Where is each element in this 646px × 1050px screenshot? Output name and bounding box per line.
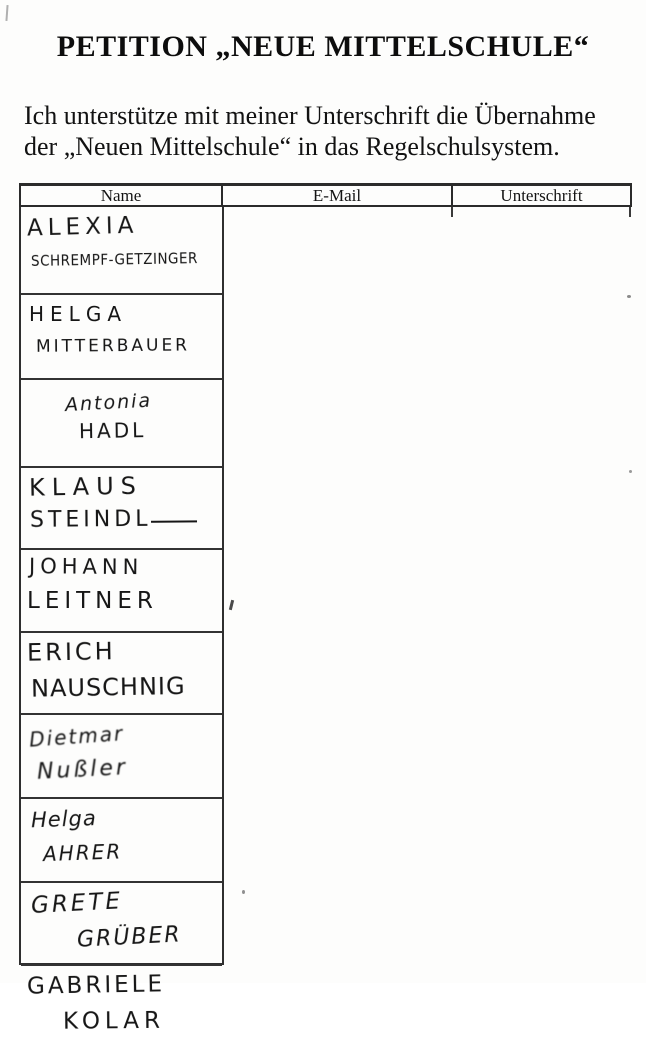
scan-artifact (242, 890, 245, 894)
signer-first-name: Dietmar (28, 721, 125, 752)
signer-first-name: GRETE (30, 888, 124, 919)
signer-first-name: GABRIELE (26, 971, 166, 1000)
table-row (21, 807, 222, 883)
table-row (21, 554, 222, 633)
table-row (21, 723, 222, 799)
table-row (21, 471, 222, 550)
page-title: PETITION „NEUE MITTELSCHULE“ (56, 30, 590, 63)
scan-artifact (5, 5, 8, 21)
signer-last-name: SCHREMPF-GETZINGER (30, 249, 199, 271)
signer-first-name: ALEXIA (26, 212, 139, 242)
signer-last-name: GRÜBER (76, 922, 183, 953)
signer-first-name: Helga (30, 806, 98, 833)
column-header-unterschrift: Unterschrift (500, 185, 583, 205)
pen-flourish-mark (229, 600, 234, 610)
signer-last-name: STEINDL (30, 508, 222, 532)
signer-last-name: KOLAR (62, 1007, 166, 1035)
table-row (21, 212, 222, 295)
signer-first-name: HELGA (29, 302, 127, 326)
signer-first-name: JOHANN (28, 554, 144, 580)
table-row (21, 389, 222, 468)
table-header-row (19, 183, 632, 207)
signer-first-name: KLAUS (28, 471, 144, 502)
table-row (21, 304, 222, 380)
header-divider-stub (451, 207, 453, 217)
header-right-edge-stub (629, 207, 631, 217)
signer-last-name: NAUSCHNIG (30, 671, 186, 703)
column-header-email: E-Mail (223, 186, 453, 205)
signer-last-name: HADL (78, 418, 147, 444)
table-row (21, 639, 222, 715)
column-header-name: Name (21, 186, 223, 205)
scan-artifact (627, 295, 631, 298)
signer-last-name: AHRER (42, 839, 123, 867)
petition-statement: Ich unterstütze mit meiner Unterschrift die Übernahme der „Neuen Mittelschule“ in das Regelschulsystem. (24, 101, 596, 161)
table-row (21, 890, 222, 966)
signer-last-name: LEITNER (27, 588, 158, 614)
scan-artifact (629, 470, 632, 473)
signer-first-name: ERICH (26, 637, 116, 667)
name-column (19, 207, 224, 1035)
signer-last-name: Nußler (36, 755, 129, 785)
signer-first-name: Antonia (64, 389, 153, 417)
table-row (21, 971, 222, 1050)
signer-last-name: MITTERBAUER (35, 335, 191, 357)
